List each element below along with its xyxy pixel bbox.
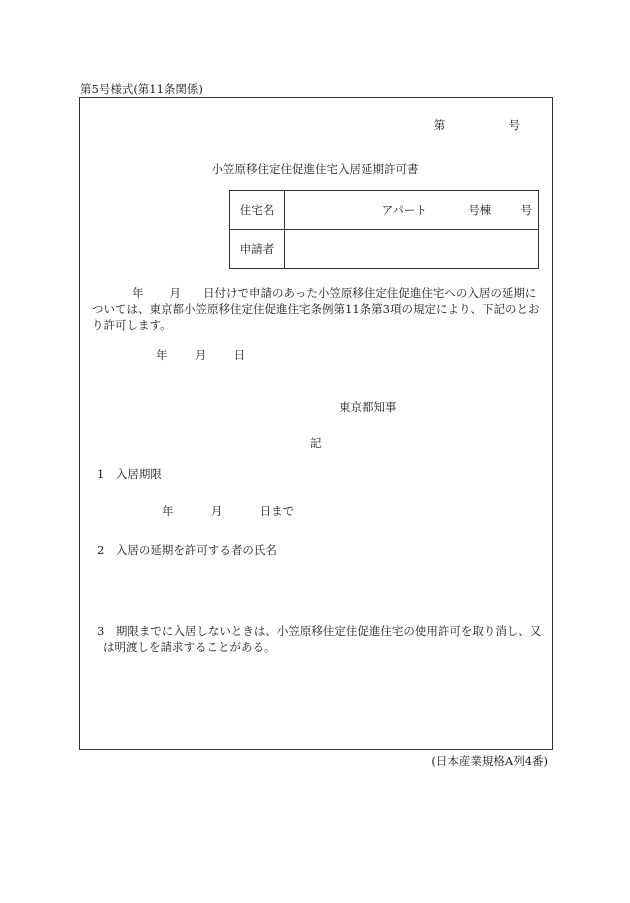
apartment-text: アパート xyxy=(381,203,427,217)
deadline-year: 年 xyxy=(162,504,174,518)
paper-size-note: (日本産業規格A列4番) xyxy=(431,754,548,768)
issue-day: 日 xyxy=(233,348,246,362)
deadline-month: 月 xyxy=(210,504,223,518)
document-title: 小笠原移住定住促進住宅入居延期許可書 xyxy=(211,162,419,176)
issue-year: 年 xyxy=(156,348,168,362)
body-line-3: り許可します。 xyxy=(92,318,172,332)
item3-text xyxy=(97,623,541,655)
number-dai: 第 xyxy=(433,118,446,132)
item1-label: 1 入居期限 xyxy=(97,467,162,481)
permission-body xyxy=(92,285,547,333)
body-line1-rest: 日付けで申請のあった小笠原移住定住促進住宅への入居の延期に xyxy=(203,286,537,300)
unit-text: 号 xyxy=(520,203,532,217)
move-in-deadline-line xyxy=(162,503,294,519)
building-text: 号棟 xyxy=(468,203,492,217)
item2-label: 2 入居の延期を許可する者の氏名 xyxy=(97,543,277,557)
issue-month: 月 xyxy=(194,348,207,362)
applicant-row xyxy=(230,230,539,269)
item3-line-2: は明渡しを請求することがある。 xyxy=(103,640,276,654)
deadline-until: 日まで xyxy=(259,504,295,518)
housing-info-table xyxy=(229,190,539,269)
issuer-name: 東京都知事 xyxy=(339,400,397,414)
applicant-value xyxy=(285,230,539,269)
number-go: 号 xyxy=(508,118,520,132)
item3-line-1: 3 期限までに入居しないときは、小笠原移住定住促進住宅の使用許可を取り消し、又 xyxy=(97,624,542,638)
body-month: 月 xyxy=(169,286,181,300)
issue-date-line xyxy=(156,347,245,363)
form-number-label: 第5号様式(第11条関係) xyxy=(80,82,203,96)
applicant-label: 申請者 xyxy=(230,230,285,269)
housing-row xyxy=(230,191,539,230)
ki-heading: 記 xyxy=(310,436,322,450)
body-year: 年 xyxy=(132,286,144,300)
document-number-line xyxy=(434,117,520,133)
body-line-1 xyxy=(92,285,547,301)
housing-name-value xyxy=(285,191,539,230)
body-line-2: ついては、東京都小笠原移住定住促進住宅条例第11条第3項の規定により、下記のとお xyxy=(92,302,540,316)
housing-name-label: 住宅名 xyxy=(230,191,285,230)
